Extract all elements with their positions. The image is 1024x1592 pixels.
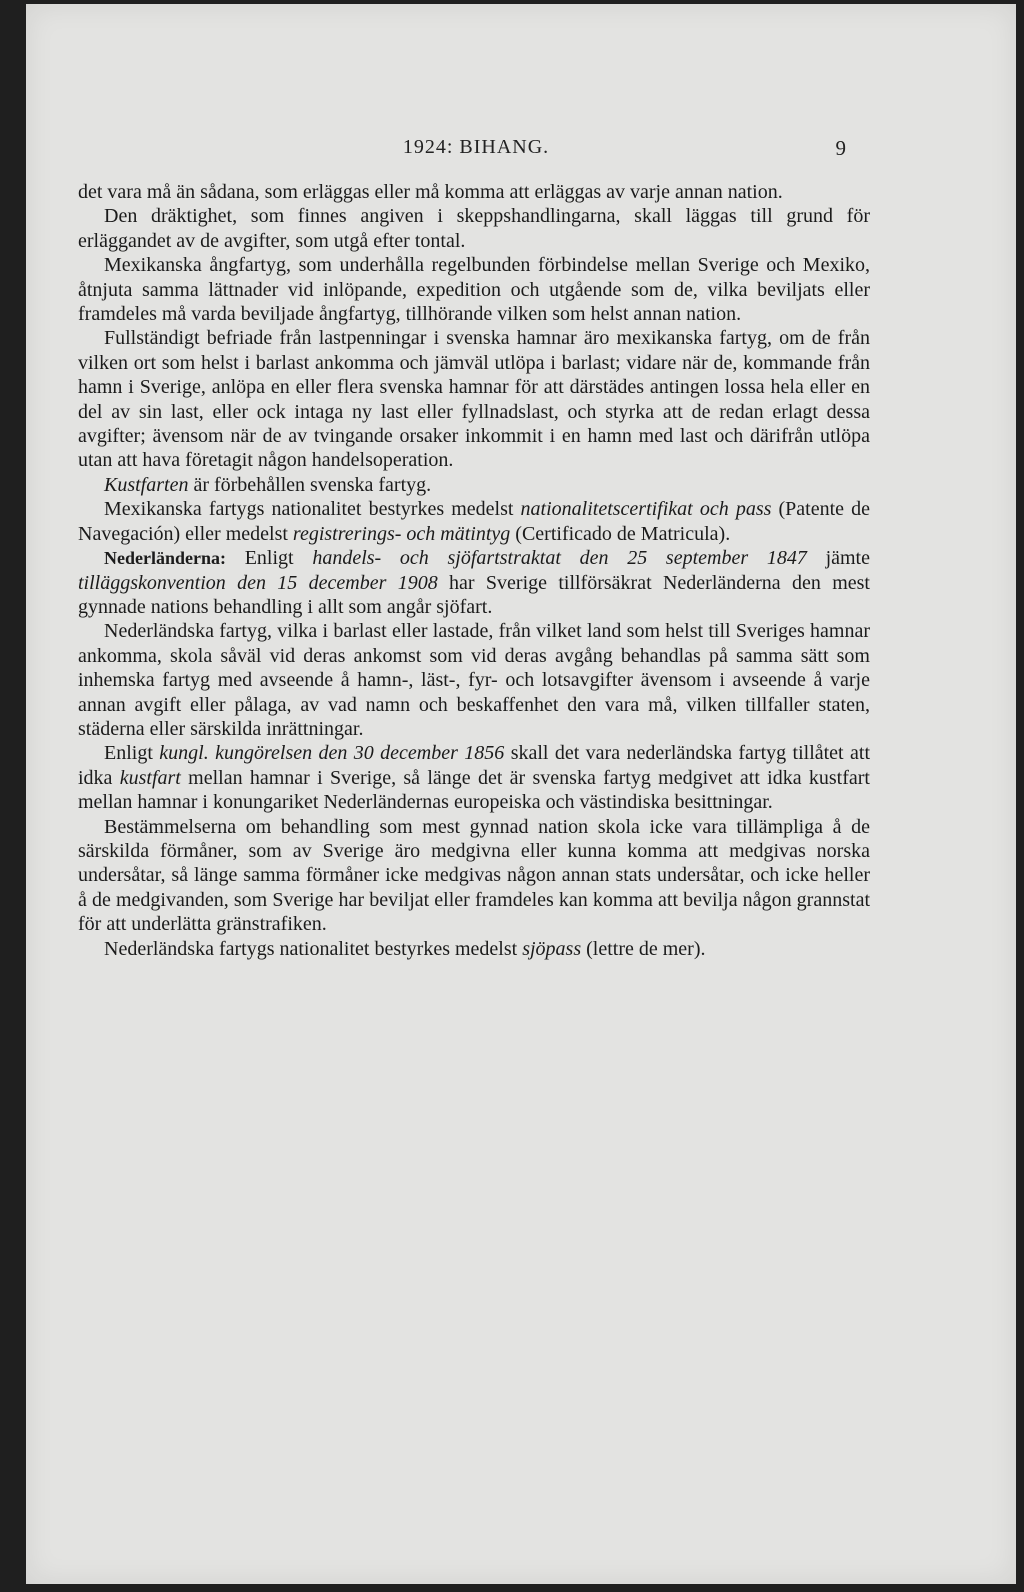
text-run: Enligt <box>225 547 313 570</box>
text-run: Enligt <box>104 742 160 765</box>
text-run: har Sverige tillförsäkrat Nederländerna den mest gynnade nations behandling i allt som angår sjöfart. <box>78 571 870 618</box>
italic-term: Kustfarten <box>104 473 189 496</box>
text-run: jämte <box>806 547 870 570</box>
text-run: (Certificado de Matricula). <box>510 522 731 545</box>
text-run: Nederländska fartygs nationalitet bestyrkes medelst <box>104 937 523 960</box>
paragraph-6 <box>78 497 870 546</box>
italic-term: kustfart <box>119 766 181 789</box>
section-heading: Nederländerna: <box>104 548 226 569</box>
text-run: (lettre de mer). <box>581 937 706 960</box>
text-run: mellan hamnar i Sverige, så länge det är svenska fartyg medgivet att idka kustfart mellan hamnar i konungariket Nederländernas europeiska och västindiska besittningar. <box>78 766 870 814</box>
paragraph-9 <box>78 741 870 814</box>
italic-term: nationalitetscertifikat och pass <box>520 498 772 521</box>
paragraph-8: Nederländska fartyg, vilka i barlast eller lastade, från vilket land som helst till Sveriges hamnar ankomma, skola såväl vid deras ankomst som vid deras avgång behandlas på samma sätt som inhemska fartyg med avseende å hamn-, läst-, fyr- och lotsavgifter ävensom i avseende å varje annan avgift eller pålaga, av vad namn och beskaffenhet den vara må, vilken tillfaller staten, städerna eller särskilda inrättningar. <box>78 620 870 740</box>
text-run: skall det vara nederländska fartyg tillåtet att idka <box>78 742 870 789</box>
italic-term: registrerings- och mätintyg <box>292 522 511 545</box>
paragraph-11 <box>78 937 870 961</box>
paragraph-10: Bestämmelserna om behandling som mest gynnad nation skola icke vara tillämpliga å de särskilda förmåner, som av Sverige äro medgivna eller kunna komma att medgivas norska undersåtar, så länge samma förmåner icke medgivas någon annan stats undersåtar, och icke heller å de medgivanden, som Sverige har beviljat eller framdeles kan komma att bevilja någon grannstat för att underlätta gränstrafiken. <box>78 815 870 936</box>
page-number: 9 <box>835 136 846 160</box>
italic-term: tilläggskonvention den 15 december 1908 <box>78 571 438 594</box>
document-page <box>26 4 1016 1584</box>
paragraph-4: Fullständigt befriade från lastpenningar i svenska hamnar äro mexikanska fartyg, om de från vilken ort som helst i barlast ankomma och jämväl utlöpa i barlast; vidare när de, kommande från hamn i Sverige, anlöpa en eller flera svenska hamnar för att därstädes antingen lossa hela eller en del av sin last, eller ock intaga ny last eller fyllnadslast, och styrka att de redan erlagt dessa avgifter; ävensom när de av tvingande orsaker inkommit i en hamn med last och därifrån utlöpa utan att hava företagit någon handelsoperation. <box>78 327 870 472</box>
header-title: 1924: BIHANG. <box>402 136 550 158</box>
body-text <box>78 180 870 961</box>
italic-term: handels- och sjöfartstraktat den 25 september 1847 <box>312 547 807 570</box>
paragraph-1: det vara må än sådana, som erläggas eller må komma att erläggas av varje annan nation. <box>78 181 783 203</box>
running-header <box>106 136 846 162</box>
italic-term: sjöpass <box>522 937 582 960</box>
paragraph-5 <box>78 473 870 497</box>
text-run: (Patente de Navegación) eller medelst <box>78 498 871 545</box>
italic-term: kungl. kungörelsen den 30 december 1856 <box>159 742 505 765</box>
text-run: är förbehållen svenska fartyg. <box>188 473 432 496</box>
paragraph-2: Den dräktighet, som finnes angiven i skeppshandlingarna, skall läggas till grund för erläggandet av de avgifter, som utgå efter tontal. <box>78 205 870 252</box>
paragraph-7 <box>78 546 870 619</box>
text-run: Mexikanska fartygs nationalitet bestyrkes medelst <box>104 498 521 521</box>
paragraph-3: Mexikanska ångfartyg, som underhålla regelbunden förbindelse mellan Sverige och Mexiko, åtnjuta samma lättnader vid inlöpande, expedition och utgående som de, vilka beviljats eller framdeles må varda beviljade ångfartyg, tillhörande vilken som helst annan nation. <box>78 254 870 326</box>
